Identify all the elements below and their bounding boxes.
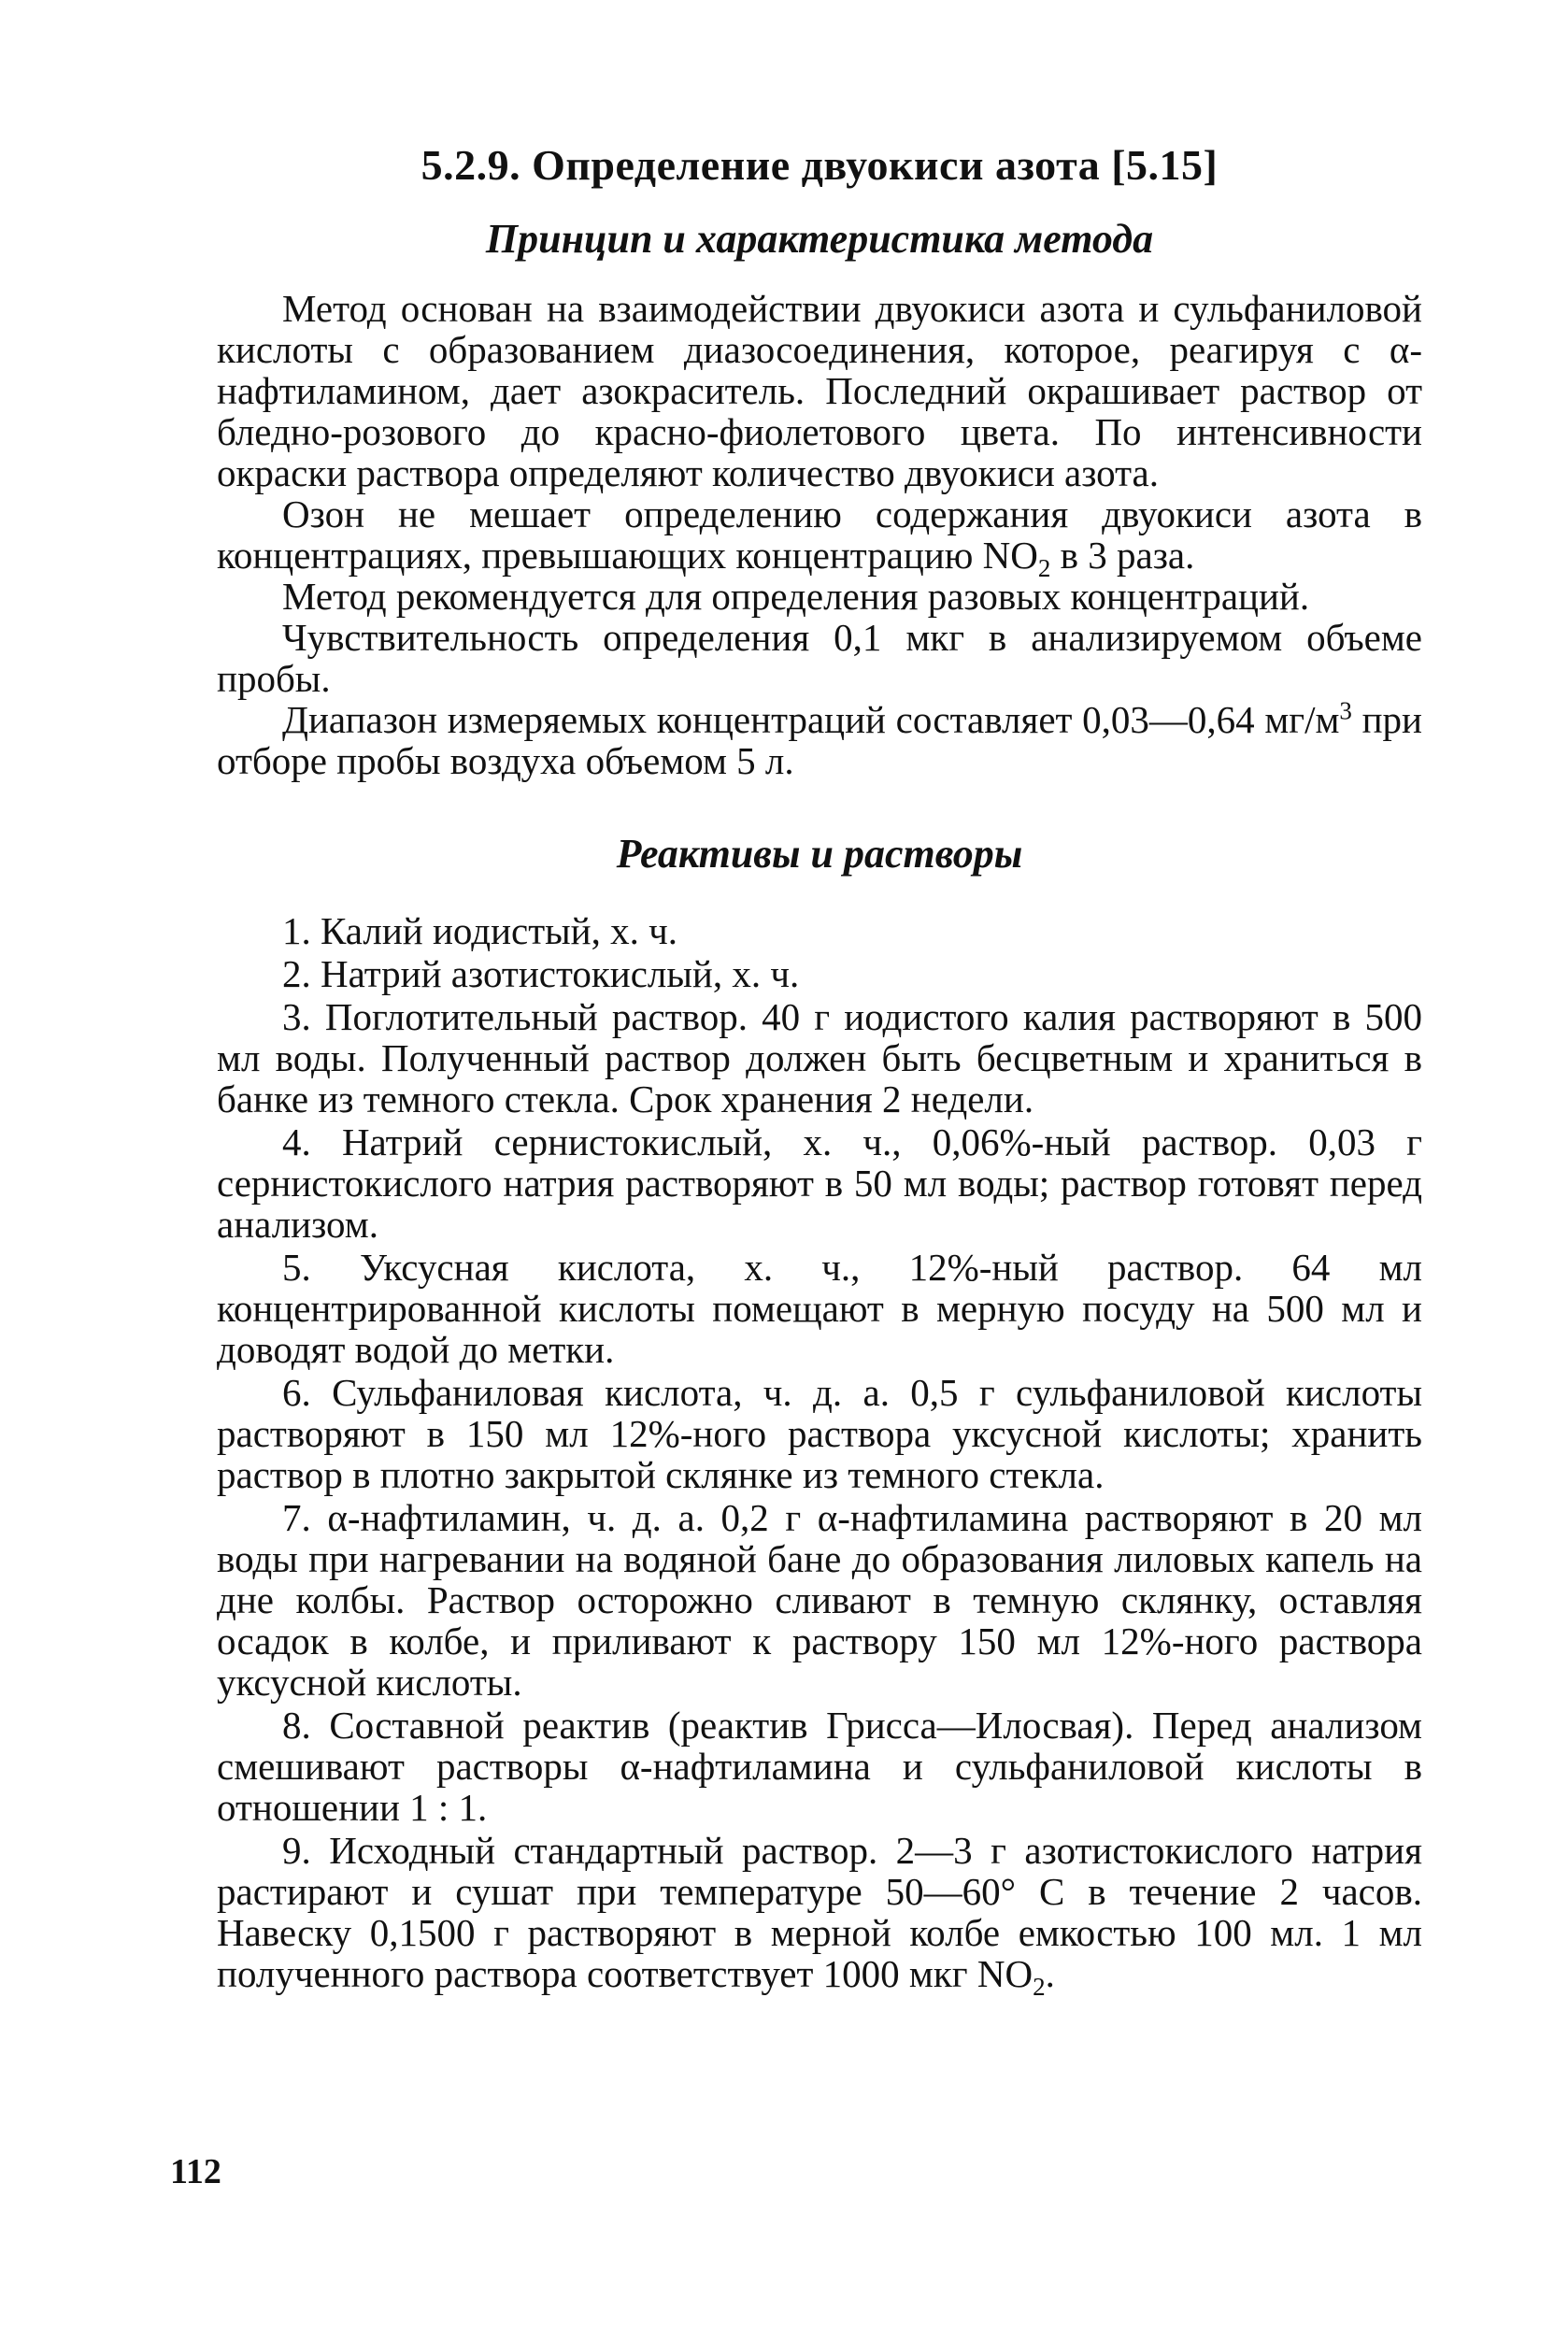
- reagent-item-8: 8. Составной реактив (реактив Грисса—Илосвая). Перед анализом смешивают растворы α-нафтиламина и сульфаниловой кислоты в отношении 1 : 1.: [217, 1704, 1422, 1829]
- reagent-item-4: 4. Натрий сернистокислый, х. ч., 0,06%-ный раствор. 0,03 г сернистокислого натрия растворяют в 50 мл воды; раствор готовят перед анализом.: [217, 1120, 1422, 1246]
- reagents-heading: Реактивы и растворы: [616, 831, 1023, 877]
- reagent-item-2: 2. Натрий азотистокислый, х. ч.: [282, 952, 800, 995]
- principle-paragraph-4: Чувствительность определения 0,1 мкг в анализируемом объеме пробы.: [217, 616, 1422, 700]
- reagent-item-6: 6. Сульфаниловая кислота, ч. д. а. 0,5 г сульфаниловой кислоты растворяют в 150 мл 12%-ного раствора уксусной кислоты; хранить раствор в плотно закрытой склянке из темного стекла.: [217, 1371, 1422, 1496]
- principle-paragraph-5: [217, 696, 1422, 782]
- stock-solution-text: 9. Исходный стандартный раствор. 2—3 г азотистокислого натрия растирают и сушат при температуре 50—60° С в течение 2 часов. Навеску 0,1500 г растворяют в мерной колбе емкостью 100 мл. 1 мл полученного раствора соответствует 1000 мкг NO: [217, 1829, 1422, 1995]
- book-page: [217, 140, 1422, 2002]
- range-text: Диапазон измеряемых концентраций составляет 0,03—0,64 мг/м: [282, 698, 1340, 741]
- ozone-text: Озон не мешает определению содержания двуокиси азота в концентрациях, превышающих концентрацию NO: [217, 492, 1422, 577]
- section-title: 5.2.9. Определение двуокиси азота [5.15]: [421, 141, 1219, 189]
- principle-paragraph-1: Метод основан на взаимодействии двуокиси азота и сульфаниловой кислоты с образованием диазосоединения, которое, реагируя с α-нафтиламином, дает азокраситель. Последний окрашивает раствор от бледно-розового до красно-фиолетового цвета. По интенсивности окраски раствора определяют количество двуокиси азота.: [217, 287, 1422, 494]
- reagent-item-7: 7. α-нафтиламин, ч. д. а. 0,2 г α-нафтиламина растворяют в 20 мл воды при нагревании на водяной бане до образования лиловых капель на дне колбы. Раствор осторожно сливают в темную склянку, оставляя осадок в колбе, и приливают к раствору 150 мл 12%-ного раствора уксусной кислоты.: [217, 1496, 1422, 1704]
- reagent-item-5: 5. Уксусная кислота, х. ч., 12%-ный раствор. 64 мл концентрированной кислоты помещают в мерную посуду на 500 мл и доводят водой до метки.: [217, 1246, 1422, 1371]
- reagent-item-3: 3. Поглотительный раствор. 40 г иодистого калия растворяют в 500 мл воды. Полученный раствор должен быть бесцветным и храниться в банке из темного стекла. Срок хранения 2 недели.: [217, 995, 1422, 1120]
- reagent-item-1: 1. Калий иодистый, х. ч.: [282, 909, 677, 952]
- principle-heading: Принцип и характеристика метода: [485, 216, 1154, 262]
- principle-paragraph-3: Метод рекомендуется для определения разовых концентраций.: [282, 575, 1310, 618]
- no2-subscript-final: 2: [1033, 1973, 1046, 2002]
- reagent-item-9: [217, 1829, 1422, 2002]
- cubic-meter-superscript: 3: [1339, 696, 1352, 725]
- principle-paragraph-2: [217, 492, 1422, 583]
- stock-solution-tail: .: [1045, 1952, 1055, 1995]
- ozone-text-tail: в 3 раза.: [1050, 534, 1195, 577]
- page-number: 112: [170, 2152, 221, 2191]
- range-text-tail: при отборе пробы воздуха объемом 5 л.: [217, 698, 1422, 782]
- no2-subscript: 2: [1037, 554, 1051, 583]
